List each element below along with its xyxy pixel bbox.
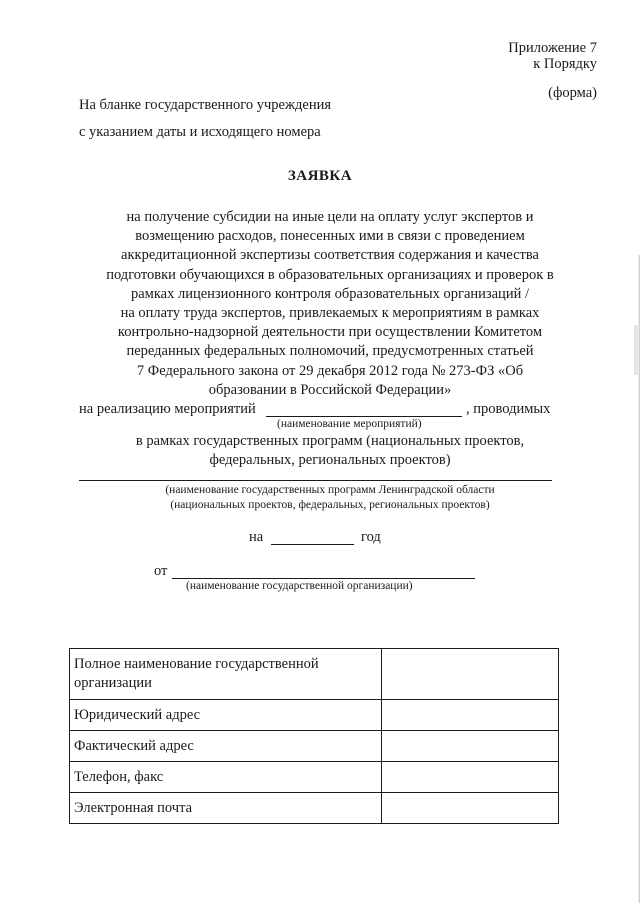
table-row: [70, 731, 559, 762]
measures-prefix: на реализацию мероприятий: [79, 401, 256, 417]
letterhead-line-2: с указанием даты и исходящего номера: [79, 124, 321, 140]
year-suffix: год: [361, 529, 381, 545]
programs-text: [40, 432, 620, 470]
table-label-cell: Фактический адрес: [70, 731, 382, 762]
request-body: [40, 208, 620, 400]
scan-mark: [634, 325, 638, 375]
year-blank-line[interactable]: [271, 544, 354, 545]
table-value-cell[interactable]: [382, 700, 559, 731]
appendix-number: Приложение 7: [508, 40, 597, 56]
measures-blank-line[interactable]: [266, 416, 462, 417]
organization-info-table: [69, 648, 559, 824]
table-row: [70, 649, 559, 700]
table-row: [70, 793, 559, 824]
document-title: ЗАЯВКА: [287, 168, 353, 184]
table-value-cell[interactable]: [382, 731, 559, 762]
programs-hint-line-1: (наименование государственных программ Ленинградской области: [165, 484, 495, 496]
table-row: [70, 700, 559, 731]
measures-suffix: , проводимых: [466, 401, 551, 417]
body-line: подготовки обучающихся в образовательных организациях и проверок в: [106, 266, 554, 283]
form-label: (форма): [548, 85, 597, 101]
programs-line-2: федеральных, региональных проектов): [209, 452, 451, 468]
measures-hint: (наименование мероприятий): [277, 418, 422, 430]
from-prefix: от: [154, 563, 168, 579]
body-line: 7 Федерального закона от 29 декабря 2012 года № 273-ФЗ «Об: [136, 362, 524, 379]
table-row: [70, 762, 559, 793]
body-line: образовании в Российской Федерации»: [208, 381, 452, 398]
programs-hint: [40, 483, 620, 513]
year-prefix: на: [249, 529, 264, 545]
body-line: аккредитационной экспертизы соответствия содержания и качества: [121, 247, 539, 264]
body-line: рамках лицензионного контроля образовательных организаций /: [130, 285, 529, 302]
table-label-cell: Юридический адрес: [70, 700, 382, 731]
body-line: возмещению расходов, понесенных ими в связи с проведением: [135, 228, 525, 245]
body-line: на получение субсидии на иные цели на оплату услуг экспертов и: [126, 209, 534, 225]
letterhead-line-1: На бланке государственного учреждения: [79, 97, 332, 113]
programs-hint-line-2: (национальных проектов, федеральных, региональных проектов): [170, 499, 490, 511]
from-hint: (наименование государственной организации): [186, 580, 413, 592]
table-label-cell: Телефон, факс: [70, 762, 382, 793]
table-label-cell: Полное наименование государственной организации: [70, 649, 382, 700]
from-blank-line[interactable]: [172, 578, 475, 579]
table-value-cell[interactable]: [382, 649, 559, 700]
body-line: на оплату труда экспертов, привлекаемых к мероприятиям в рамках: [120, 305, 540, 322]
table-value-cell[interactable]: [382, 793, 559, 824]
table-value-cell[interactable]: [382, 762, 559, 793]
body-line: переданных федеральных полномочий, предусмотренных статьей: [126, 343, 534, 360]
programs-blank-line[interactable]: [79, 480, 552, 481]
table-label-cell: Электронная почта: [70, 793, 382, 824]
programs-line-1: в рамках государственных программ (национальных проектов,: [135, 433, 525, 449]
appendix-reference: к Порядку: [533, 56, 597, 72]
body-line: контрольно-надзорной деятельности при осуществлении Комитетом: [117, 324, 543, 341]
